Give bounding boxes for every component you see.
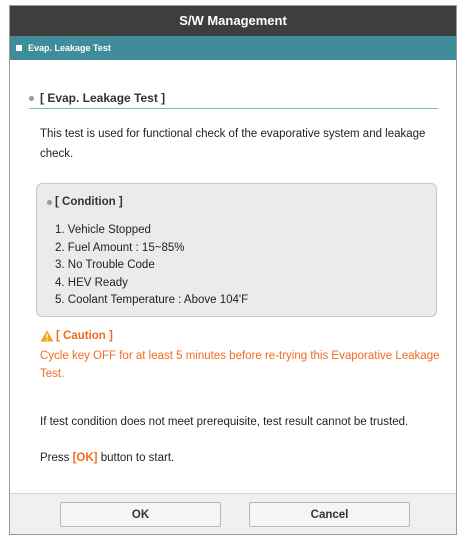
test-description: This test is used for functional check of the evaporative system and leakage check. [40, 128, 426, 160]
prerequisite-note: If test condition does not meet prerequisite, test result cannot be trusted. [40, 416, 409, 428]
subheader-label: Evap. Leakage Test [28, 43, 111, 53]
press-instruction [40, 452, 174, 464]
subheader-bar [10, 36, 456, 60]
caution-text: Cycle key OFF for at least 5 minutes before re-trying this Evaporative Leakage Test. [40, 350, 440, 380]
caution-title [40, 330, 113, 342]
section-heading [29, 88, 438, 109]
press-before: Press [40, 452, 73, 464]
window-title: S/W Management [10, 6, 456, 36]
condition-list [55, 222, 248, 310]
condition-item: 5. Coolant Temperature : Above 104'F [55, 294, 249, 306]
condition-item: 3. No Trouble Code [55, 259, 155, 271]
button-bar [10, 493, 456, 534]
section-heading-text: [ Evap. Leakage Test ] [40, 91, 166, 105]
ok-button[interactable]: OK [60, 502, 221, 527]
condition-title [47, 196, 123, 208]
condition-box [36, 183, 437, 317]
condition-item: 1. Vehicle Stopped [55, 224, 151, 236]
condition-title-text: [ Condition ] [55, 196, 123, 208]
dot-bullet-icon [47, 200, 52, 205]
condition-item: 2. Fuel Amount : 15~85% [55, 241, 185, 254]
condition-item: 4. HEV Ready [55, 276, 128, 289]
cancel-button[interactable]: Cancel [249, 502, 410, 527]
warning-triangle-icon [40, 330, 54, 342]
dialog-window [9, 5, 457, 535]
caution-title-text: [ Caution ] [56, 330, 113, 342]
press-ok-highlight: [OK] [72, 452, 98, 464]
dot-bullet-icon [29, 96, 34, 101]
press-after: button to start. [97, 452, 175, 464]
content-area [10, 60, 456, 502]
square-bullet-icon [16, 45, 22, 51]
